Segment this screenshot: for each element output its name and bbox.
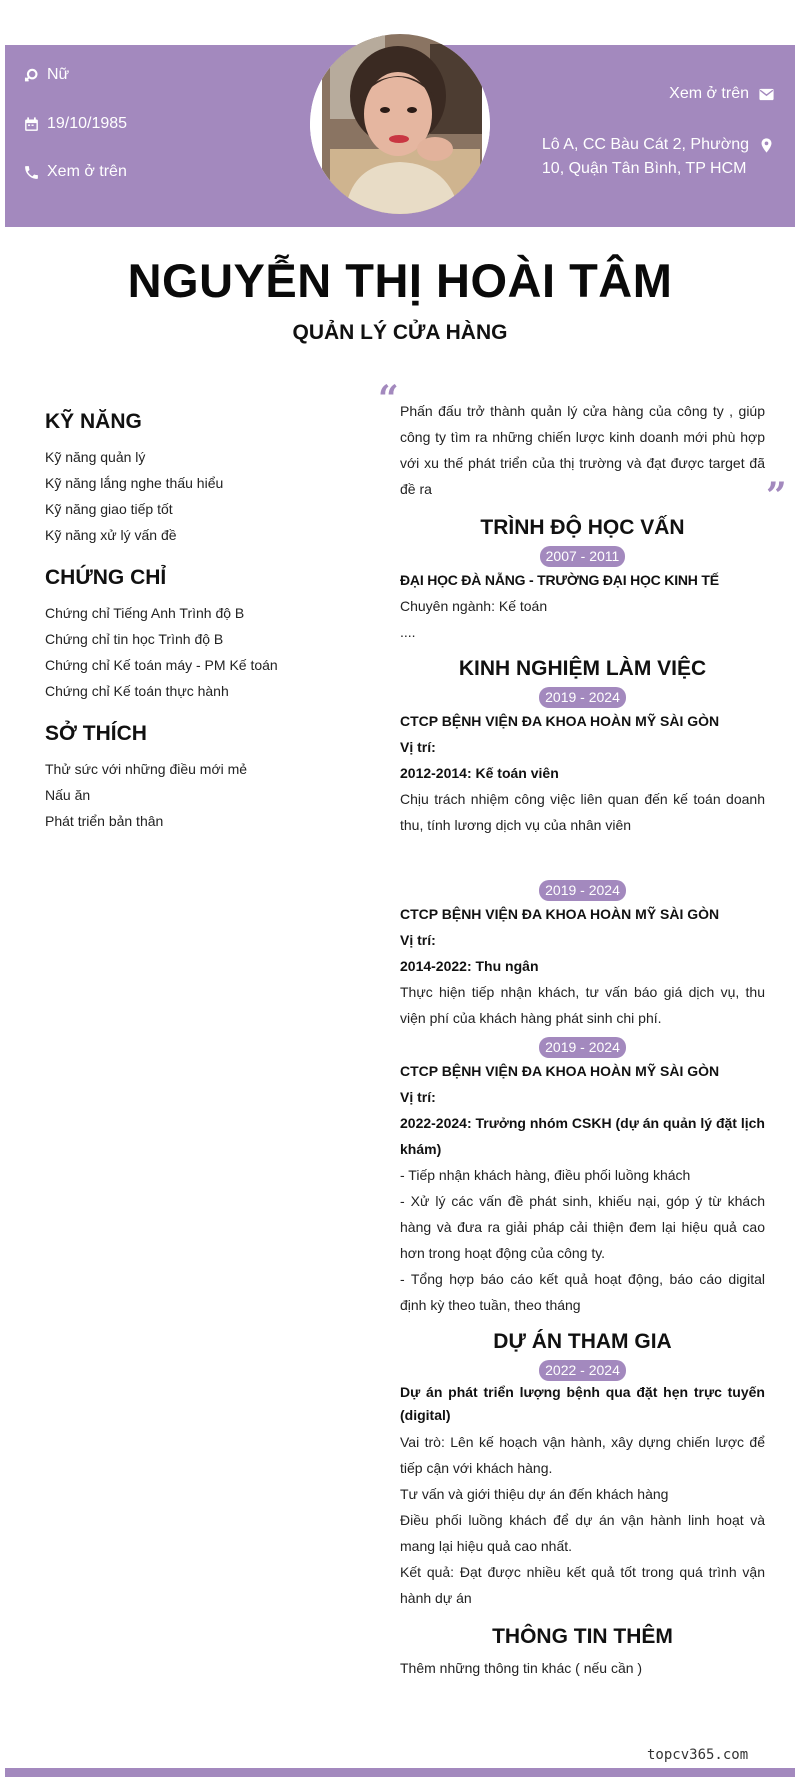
job-description: - Tiếp nhận khách hàng, điều phối luồng khách: [400, 1167, 691, 1183]
skill-item: Kỹ năng quản lý: [45, 449, 146, 465]
hobbies-title: SỞ THÍCH: [45, 722, 147, 745]
dob-row: [23, 115, 127, 133]
address-line-2: 10, Quận Tân Bình, TP HCM: [541, 160, 747, 177]
hobby-item: Thử sức với những điều mới mẻ: [45, 761, 248, 777]
hobby-item: Phát triển bản thân: [45, 813, 164, 829]
project-detail: Kết quả: Đạt được nhiều kết quả tốt trong quá trình vận hành dự án: [400, 1564, 765, 1606]
job-position: 2022-2024: Trưởng nhóm CSKH (dự án quản lý đặt lịch khám): [400, 1115, 765, 1157]
job-description: Thực hiện tiếp nhận khách, tư vấn báo giá dịch vụ, thu viện phí của khách hàng phát sinh chi phí.: [400, 984, 765, 1026]
job-description: - Tổng hợp báo cáo kết quả hoạt động, báo cáo digital định kỳ theo tuần, theo tháng: [400, 1271, 765, 1313]
project-date-badge: 2022 - 2024: [539, 1360, 626, 1381]
job-date-badge: 2019 - 2024: [539, 1037, 626, 1058]
address-row: [542, 133, 775, 181]
extra-info-title: THÔNG TIN THÊM: [492, 1625, 673, 1648]
gender-icon: [23, 67, 40, 84]
skill-item: Kỹ năng giao tiếp tốt: [45, 501, 173, 517]
skill-item: Kỹ năng lắng nghe thấu hiểu: [45, 475, 224, 491]
gender-row: [23, 66, 69, 84]
project-name: Dự án phát triển lượng bệnh qua đặt hẹn trực tuyến (digital): [400, 1384, 765, 1423]
gender-text: Nữ: [47, 66, 70, 83]
education-note: ....: [400, 624, 416, 640]
calendar-icon: [23, 116, 40, 133]
job-entry: [400, 1037, 765, 1318]
job-company: CTCP BỆNH VIỆN ĐA KHOA HOÀN MỸ SÀI GÒN: [400, 1063, 720, 1079]
dob-text: 19/10/1985: [47, 115, 128, 132]
hobby-item: Nấu ăn: [45, 787, 91, 803]
extra-info-text: Thêm những thông tin khác ( nếu cần ): [400, 1660, 643, 1676]
email-row: [669, 85, 775, 103]
open-quote-icon: “: [378, 378, 399, 420]
experience-title: KINH NGHIỆM LÀM VIỆC: [458, 657, 707, 680]
job-position-label: Vị trí:: [400, 1089, 436, 1105]
job-date-badge: 2019 - 2024: [539, 687, 626, 708]
certificate-item: Chứng chỉ tin học Trình độ B: [45, 631, 224, 647]
profile-photo: [310, 34, 490, 214]
job-company: CTCP BỆNH VIỆN ĐA KHOA HOÀN MỸ SÀI GÒN: [400, 713, 720, 729]
job-position-label: Vị trí:: [400, 739, 436, 755]
job-description: - Xử lý các vấn đề phát sinh, khiếu nại, góp ý từ khách hàng và đưa ra giải pháp cải thiện đem lại hiệu quả cao hơn trong hoạt động của công ty.: [400, 1193, 765, 1261]
address-line-1: Lô A, CC Bàu Cát 2, Phường: [541, 136, 749, 153]
right-column: [400, 398, 765, 1681]
certificate-item: Chứng chỉ Kế toán máy - PM Kế toán: [45, 657, 278, 673]
education-date-badge: 2007 - 2011: [540, 546, 626, 567]
job-date-badge: 2019 - 2024: [539, 880, 626, 901]
envelope-icon: [758, 86, 775, 103]
phone-row: [23, 163, 127, 181]
certificate-item: Chứng chỉ Tiếng Anh Trình độ B: [45, 605, 245, 621]
job-entry: [400, 687, 765, 838]
career-objective: Phấn đấu trở thành quản lý cửa hàng của công ty , giúp công ty tìm ra những chiến lược kinh doanh mới phù hợp với xu thế phát triển của thị trường và đạt được target đã đề ra: [400, 403, 765, 497]
skill-item: Kỹ năng xử lý vấn đề: [45, 527, 177, 543]
phone-icon: [23, 164, 40, 181]
certificate-item: Chứng chỉ Kế toán thực hành: [45, 683, 229, 699]
skills-title: KỸ NĂNG: [45, 410, 142, 433]
job-position: 2012-2014: Kế toán viên: [400, 765, 559, 781]
job-description: Chịu trách nhiệm công việc liên quan đến kế toán doanh thu, tính lương dịch vụ của nhân viên: [400, 791, 765, 833]
candidate-name: NGUYỄN THỊ HOÀI TÂM: [127, 254, 673, 307]
close-quote-icon: ”: [766, 475, 787, 517]
project-detail: Điều phối luồng khách để dự án vận hành linh hoạt và mang lại hiệu quả cao nhất.: [400, 1512, 765, 1554]
watermark: topcv365.com: [647, 1747, 749, 1763]
education-title: TRÌNH ĐỘ HỌC VẤN: [480, 516, 685, 539]
location-pin-icon: [758, 137, 775, 154]
job-title: QUẢN LÝ CỬA HÀNG: [292, 321, 508, 344]
project-detail: Tư vấn và giới thiệu dự án đến khách hàng: [400, 1486, 669, 1502]
job-company: CTCP BỆNH VIỆN ĐA KHOA HOÀN MỸ SÀI GÒN: [400, 906, 720, 922]
certificates-title: CHỨNG CHỈ: [45, 566, 167, 589]
projects-title: DỰ ÁN THAM GIA: [493, 1330, 672, 1353]
job-entry: [400, 880, 765, 1031]
job-position-label: Vị trí:: [400, 932, 436, 948]
footer-bar: [5, 1768, 795, 1777]
project-detail: Vai trò: Lên kế hoạch vận hành, xây dựng chiến lược để tiếp cận với khách hàng.: [400, 1434, 765, 1476]
job-position: 2014-2022: Thu ngân: [400, 958, 539, 974]
left-column: [45, 410, 345, 834]
avatar: [310, 34, 490, 214]
phone-text: Xem ở trên: [47, 163, 127, 180]
email-text: Xem ở trên: [669, 85, 749, 102]
education-major: Chuyên ngành: Kế toán: [400, 598, 548, 614]
education-school: ĐẠI HỌC ĐÀ NẴNG - TRƯỜNG ĐẠI HỌC KINH TẾ: [400, 572, 719, 588]
